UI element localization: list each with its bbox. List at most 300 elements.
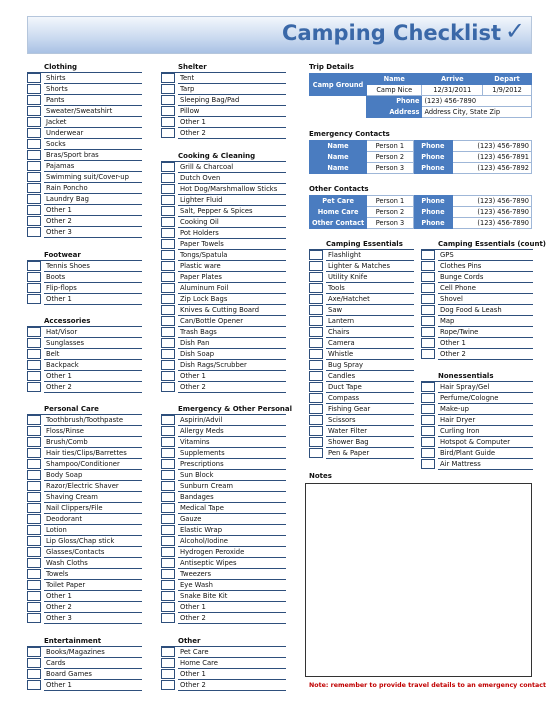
checkbox[interactable] [27, 150, 41, 160]
checkbox[interactable] [27, 283, 41, 293]
contact-phone-label: Phone [413, 196, 452, 207]
checkbox[interactable] [27, 183, 41, 193]
checkbox[interactable] [27, 261, 41, 271]
checklist-item-label: Dog Food & Leash [438, 305, 533, 316]
checkbox[interactable] [309, 393, 323, 403]
checkbox[interactable] [421, 448, 435, 458]
checkbox[interactable] [27, 95, 41, 105]
checklist-item-label: Bug Spray [326, 360, 414, 371]
trip-address-cell[interactable]: Address City, State Zip [422, 107, 532, 118]
checkbox[interactable] [161, 536, 175, 546]
checklist-item [161, 470, 286, 481]
checkbox[interactable] [421, 338, 435, 348]
checklist-item [161, 503, 286, 514]
checkbox[interactable] [27, 580, 41, 590]
checklist-item [161, 382, 286, 393]
checklist-item [421, 459, 533, 470]
checkbox[interactable] [309, 283, 323, 293]
checkbox[interactable] [421, 305, 435, 315]
checkbox[interactable] [27, 139, 41, 149]
checkbox[interactable] [421, 426, 435, 436]
checkbox[interactable] [27, 382, 41, 392]
checklist-item [161, 514, 286, 525]
checklist-item [27, 95, 142, 106]
checklist-item [421, 393, 533, 404]
checkbox[interactable] [161, 84, 175, 94]
checklist-item-label: Pet Care [178, 647, 286, 658]
checklist-item [161, 602, 286, 613]
contact-phone[interactable]: (123) 456-7890 [453, 218, 532, 229]
section-header: Entertainment [27, 636, 142, 647]
contact-person[interactable]: Person 2 [367, 207, 414, 218]
contact-person[interactable]: Person 2 [367, 152, 414, 163]
contact-phone[interactable]: (123) 456-7891 [453, 152, 532, 163]
checklist-item [161, 360, 286, 371]
checklist-item-label: Other 1 [178, 371, 286, 382]
checkbox[interactable] [309, 349, 323, 359]
checklist-item-label: Clothes Pins [438, 261, 533, 272]
checkbox[interactable] [309, 327, 323, 337]
checklist-item [161, 261, 286, 272]
checkbox[interactable] [161, 415, 175, 425]
section-entertainment [27, 636, 142, 691]
checkbox[interactable] [161, 448, 175, 458]
checklist-item-label: Shampoo/Conditioner [44, 459, 142, 470]
checklist-item-label: Jacket [44, 117, 142, 128]
checkbox[interactable] [27, 569, 41, 579]
checkbox[interactable] [27, 437, 41, 447]
emergency-contacts-header: Emergency Contacts [309, 130, 390, 138]
other-contacts-header: Other Contacts [309, 185, 369, 193]
checkbox[interactable] [161, 470, 175, 480]
checkbox[interactable] [161, 283, 175, 293]
checkbox[interactable] [161, 602, 175, 612]
checkbox[interactable] [421, 327, 435, 337]
checkbox[interactable] [27, 194, 41, 204]
checklist-item [161, 338, 286, 349]
checklist-item-label: Sweater/Sweatshirt [44, 106, 142, 117]
checkbox[interactable] [161, 95, 175, 105]
checklist-item [421, 316, 533, 327]
checkbox[interactable] [421, 316, 435, 326]
checklist-item [161, 448, 286, 459]
emergency-contacts-table [309, 140, 532, 174]
camp-name-cell[interactable]: Camp Nice [367, 85, 422, 96]
checkbox[interactable] [161, 117, 175, 127]
checkbox[interactable] [161, 239, 175, 249]
checklist-item-label: Lip Gloss/Chap stick [44, 536, 142, 547]
checklist-item-label: Lighter & Matches [326, 261, 414, 272]
checkbox[interactable] [161, 658, 175, 668]
checkbox[interactable] [161, 272, 175, 282]
trip-address-label: Address [367, 107, 422, 118]
checklist-item-label: Books/Magazines [44, 647, 142, 658]
checklist-item [309, 382, 414, 393]
checklist-item [161, 228, 286, 239]
checklist-item [27, 139, 142, 150]
checkbox[interactable] [27, 327, 41, 337]
checkbox[interactable] [161, 349, 175, 359]
checklist-item-label: Other 3 [44, 227, 142, 238]
checklist-item [161, 658, 286, 669]
checkbox[interactable] [161, 206, 175, 216]
checkbox[interactable] [27, 459, 41, 469]
contact-person[interactable]: Person 1 [367, 196, 414, 207]
notes-area[interactable] [305, 483, 532, 677]
checkbox[interactable] [161, 73, 175, 83]
checklist-item [421, 415, 533, 426]
checklist-item-label: Other 2 [44, 602, 142, 613]
checklist-item [27, 658, 142, 669]
checklist-item [161, 195, 286, 206]
checkbox[interactable] [161, 437, 175, 447]
checkbox[interactable] [27, 128, 41, 138]
section-header: Clothing [27, 62, 142, 73]
contact-phone-label: Phone [413, 207, 452, 218]
checkbox[interactable] [27, 669, 41, 679]
checklist-item-label: Water Filter [326, 426, 414, 437]
checklist-item [27, 172, 142, 183]
checklist-item [27, 360, 142, 371]
checkbox[interactable] [27, 536, 41, 546]
checklist-item-label: Fishing Gear [326, 404, 414, 415]
checkbox[interactable] [161, 580, 175, 590]
checklist-item-label: Camera [326, 338, 414, 349]
contact-phone[interactable]: (123) 456-7892 [453, 163, 532, 174]
contact-phone[interactable]: (123) 456-7890 [453, 207, 532, 218]
checkbox[interactable] [161, 360, 175, 370]
checklist-item [27, 503, 142, 514]
checkbox[interactable] [421, 283, 435, 293]
checklist-item-label: Plastic ware [178, 261, 286, 272]
title-banner [27, 16, 532, 54]
checklist-item [421, 250, 533, 261]
checkbox[interactable] [27, 514, 41, 524]
checkbox[interactable] [27, 481, 41, 491]
checkbox[interactable] [161, 426, 175, 436]
checklist-item-label: Zip Lock Bags [178, 294, 286, 305]
checklist-item [27, 470, 142, 481]
checkbox[interactable] [27, 680, 41, 690]
checkbox[interactable] [27, 602, 41, 612]
checkbox[interactable] [161, 680, 175, 690]
checkbox[interactable] [27, 294, 41, 304]
checkbox[interactable] [161, 327, 175, 337]
checklist-item-label: Deodorant [44, 514, 142, 525]
checklist-item [27, 338, 142, 349]
other-contact-row [310, 207, 532, 218]
checkbox[interactable] [27, 647, 41, 657]
checklist-item-label: Vitamins [178, 437, 286, 448]
contact-phone-label: Phone [413, 163, 452, 174]
checklist-item-label: Grill & Charcoal [178, 162, 286, 173]
checkbox[interactable] [309, 316, 323, 326]
checklist-item-label: Toothbrush/Toothpaste [44, 415, 142, 426]
checkbox[interactable] [161, 459, 175, 469]
checklist-item-label: Other 2 [178, 382, 286, 393]
checkbox[interactable] [27, 360, 41, 370]
checkbox[interactable] [421, 261, 435, 271]
checkbox[interactable] [161, 250, 175, 260]
checklist-item [27, 117, 142, 128]
contact-person[interactable]: Person 3 [367, 218, 414, 229]
checkbox[interactable] [27, 205, 41, 215]
contact-person[interactable]: Person 1 [367, 141, 414, 152]
checklist-item-label: Other 2 [178, 680, 286, 691]
checklist-item [27, 371, 142, 382]
checkbox[interactable] [27, 84, 41, 94]
checkbox[interactable] [161, 371, 175, 381]
checklist-item [27, 382, 142, 393]
checkbox[interactable] [161, 217, 175, 227]
checklist-item-label: Socks [44, 139, 142, 150]
checkbox[interactable] [161, 261, 175, 271]
checkbox[interactable] [27, 227, 41, 237]
checklist-item-label: Supplements [178, 448, 286, 459]
checkbox[interactable] [161, 162, 175, 172]
checklist-item [421, 404, 533, 415]
checkbox[interactable] [421, 250, 435, 260]
checkbox[interactable] [161, 195, 175, 205]
section-shelter [161, 62, 286, 139]
checkbox[interactable] [27, 371, 41, 381]
checkbox[interactable] [161, 669, 175, 679]
checkbox[interactable] [309, 261, 323, 271]
checklist-item [161, 569, 286, 580]
checkbox[interactable] [161, 128, 175, 138]
checklist-item-label: Tools [326, 283, 414, 294]
checklist-item [27, 227, 142, 238]
checklist-item [27, 106, 142, 117]
checklist-item-label: Other 1 [44, 294, 142, 305]
checklist-item [161, 316, 286, 327]
checklist-item-label: Board Games [44, 669, 142, 680]
checklist-item-label: Perfume/Cologne [438, 393, 533, 404]
checklist-item [161, 327, 286, 338]
checklist-item [27, 327, 142, 338]
checkbox[interactable] [27, 272, 41, 282]
checklist-item [27, 613, 142, 624]
checkbox[interactable] [309, 448, 323, 458]
checkbox[interactable] [161, 173, 175, 183]
checklist-item [161, 250, 286, 261]
checklist-item [161, 481, 286, 492]
checkbox[interactable] [27, 470, 41, 480]
checklist-item-label: Sunglasses [44, 338, 142, 349]
checkbox[interactable] [27, 349, 41, 359]
checklist-item-label: Sunburn Cream [178, 481, 286, 492]
checkbox[interactable] [27, 591, 41, 601]
section-camping-essentials [309, 239, 414, 459]
checklist-item-label: Other 2 [44, 382, 142, 393]
checkbox[interactable] [309, 415, 323, 425]
checklist-item [309, 316, 414, 327]
checklist-item-label: Gauze [178, 514, 286, 525]
depart-date-cell[interactable]: 1/9/2012 [483, 85, 532, 96]
checklist-item [161, 492, 286, 503]
checkbox[interactable] [161, 184, 175, 194]
checkbox[interactable] [161, 558, 175, 568]
checkbox[interactable] [161, 503, 175, 513]
checklist-item [161, 217, 286, 228]
checklist-item [27, 647, 142, 658]
emergency-contact-row [310, 141, 532, 152]
contact-label: Pet Care [310, 196, 367, 207]
checkbox[interactable] [421, 272, 435, 282]
checkbox[interactable] [309, 294, 323, 304]
checkbox[interactable] [421, 404, 435, 414]
checklist-item-label: Home Care [178, 658, 286, 669]
checklist-item-label: Snake Bite Kit [178, 591, 286, 602]
checkbox[interactable] [161, 613, 175, 623]
checklist-item [421, 261, 533, 272]
checkbox[interactable] [27, 492, 41, 502]
checklist-item-label: Sun Block [178, 470, 286, 481]
checkbox[interactable] [161, 106, 175, 116]
checkbox[interactable] [161, 492, 175, 502]
arrive-date-cell[interactable]: 12/31/2011 [422, 85, 483, 96]
checklist-item-label: Duct Tape [326, 382, 414, 393]
checklist-item-label: Toilet Paper [44, 580, 142, 591]
checkbox[interactable] [27, 525, 41, 535]
checklist-item [27, 426, 142, 437]
checkbox[interactable] [27, 216, 41, 226]
checklist-item-label: Medical Tape [178, 503, 286, 514]
checkbox[interactable] [27, 73, 41, 83]
checklist-item [27, 602, 142, 613]
checkbox[interactable] [309, 437, 323, 447]
checklist-item-label: GPS [438, 250, 533, 261]
checkbox[interactable] [161, 294, 175, 304]
checkbox[interactable] [309, 382, 323, 392]
checkbox[interactable] [27, 117, 41, 127]
checklist-item-label: Prescriptions [178, 459, 286, 470]
checklist-item-label: Hot Dog/Marshmallow Sticks [178, 184, 286, 195]
checkbox[interactable] [309, 360, 323, 370]
checkbox[interactable] [161, 338, 175, 348]
checkbox[interactable] [161, 569, 175, 579]
checkbox[interactable] [421, 349, 435, 359]
checklist-item-label: Other 2 [438, 349, 533, 360]
checkbox[interactable] [161, 316, 175, 326]
page-title: Camping Checklist [282, 21, 501, 45]
checkbox[interactable] [421, 459, 435, 469]
checklist-item [27, 536, 142, 547]
checklist-item-label: Other 1 [44, 371, 142, 382]
checkbox[interactable] [27, 613, 41, 623]
checklist-item-label: Bunge Cords [438, 272, 533, 283]
checkbox[interactable] [309, 338, 323, 348]
checklist-item [161, 305, 286, 316]
checklist-item [161, 128, 286, 139]
checkbox[interactable] [161, 305, 175, 315]
section-accessories [27, 316, 142, 393]
checkbox[interactable] [27, 658, 41, 668]
checkbox[interactable] [161, 547, 175, 557]
checkbox[interactable] [309, 426, 323, 436]
checkbox[interactable] [309, 305, 323, 315]
checklist-item [421, 272, 533, 283]
checkbox[interactable] [421, 393, 435, 403]
checkbox[interactable] [27, 161, 41, 171]
checkbox[interactable] [27, 448, 41, 458]
notes-header: Notes [309, 472, 332, 480]
checkbox[interactable] [421, 437, 435, 447]
trip-phone-label: Phone [367, 96, 422, 107]
checklist-item-label: Hotspot & Computer [438, 437, 533, 448]
checkbox[interactable] [27, 172, 41, 182]
checklist-item [421, 349, 533, 360]
checklist-item [27, 459, 142, 470]
checklist-item-label: Bandages [178, 492, 286, 503]
checklist-item-label: Tennis Shoes [44, 261, 142, 272]
checklist-item-label: Flashlight [326, 250, 414, 261]
checkbox[interactable] [161, 525, 175, 535]
checklist-item-label: Pen & Paper [326, 448, 414, 459]
checkbox[interactable] [27, 503, 41, 513]
checkbox[interactable] [27, 426, 41, 436]
checkbox[interactable] [309, 371, 323, 381]
checkbox[interactable] [27, 338, 41, 348]
checklist-item [309, 415, 414, 426]
checklist-item [161, 84, 286, 95]
checkbox[interactable] [421, 415, 435, 425]
contact-person[interactable]: Person 3 [367, 163, 414, 174]
checklist-item-label: Flip-flops [44, 283, 142, 294]
checkbox[interactable] [421, 382, 435, 392]
checklist-item-label: Belt [44, 349, 142, 360]
checkbox[interactable] [309, 250, 323, 260]
checklist-item-label: Body Soap [44, 470, 142, 481]
checkbox[interactable] [27, 558, 41, 568]
checkbox[interactable] [421, 294, 435, 304]
checkbox[interactable] [309, 404, 323, 414]
checklist-item [421, 426, 533, 437]
checklist-item-label: Paper Towels [178, 239, 286, 250]
checklist-item-label: Boots [44, 272, 142, 283]
checklist-item-label: Glasses/Contacts [44, 547, 142, 558]
checkbox[interactable] [161, 481, 175, 491]
checklist-item [27, 216, 142, 227]
checklist-item [421, 437, 533, 448]
checklist-item [161, 680, 286, 691]
checklist-item-label: Cards [44, 658, 142, 669]
checkbox[interactable] [161, 591, 175, 601]
section-header: Accessories [27, 316, 142, 327]
section-other [161, 636, 286, 691]
checklist-item [27, 349, 142, 360]
checklist-item-label: Hat/Visor [44, 327, 142, 338]
checkbox[interactable] [161, 382, 175, 392]
checkbox[interactable] [27, 547, 41, 557]
checklist-item [161, 558, 286, 569]
checkbox[interactable] [161, 514, 175, 524]
checkbox[interactable] [309, 272, 323, 282]
checklist-item [27, 448, 142, 459]
checkbox[interactable] [161, 647, 175, 657]
checklist-item-label: Dish Soap [178, 349, 286, 360]
trip-col-name: Name [367, 74, 422, 85]
trip-phone-cell[interactable]: (123) 456-7890 [422, 96, 532, 107]
checkbox[interactable] [27, 415, 41, 425]
contact-phone[interactable]: (123) 456-7890 [453, 141, 532, 152]
checklist-item-label: Pants [44, 95, 142, 106]
checklist-item [27, 514, 142, 525]
checklist-item-label: Other 1 [438, 338, 533, 349]
contact-phone[interactable]: (123) 456-7890 [453, 196, 532, 207]
checkbox[interactable] [161, 228, 175, 238]
checkbox[interactable] [27, 106, 41, 116]
